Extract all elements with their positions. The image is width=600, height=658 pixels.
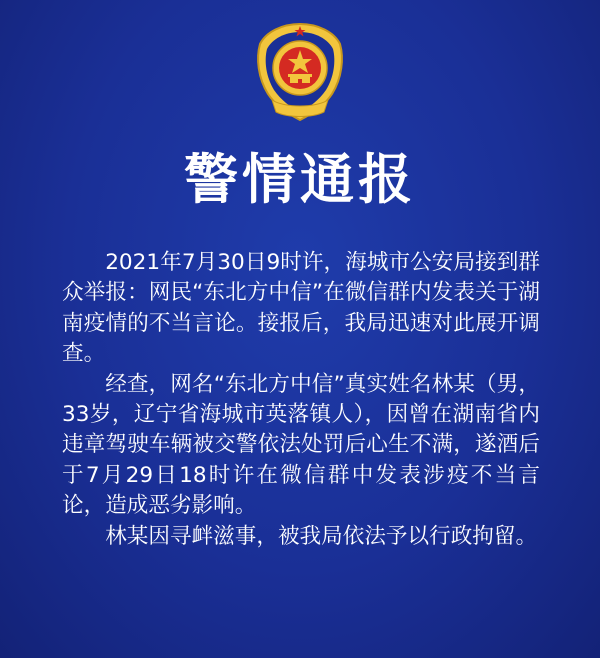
- notice-body: [62, 248, 540, 552]
- notice-title: 警情通报: [184, 148, 416, 211]
- notice-paragraph: 2021年7月30日9时许，海城市公安局接到群众举报：网民“东北方中信”在微信群内发表关于湖南疫情的不当言论。接报后，我局迅速对此展开调查。: [62, 250, 540, 367]
- notice-paragraph: 林某因寻衅滋事，被我局依法予以行政拘留。: [105, 523, 538, 549]
- notice-paragraph: 经查，网名“东北方中信”真实姓名林某（男，33岁，辽宁省海城市英落镇人），因曾在湖南省内违章驾驶车辆被交警依法处罚后心生不满，遂酒后于7月29日18时许在微信群中发表涉疫不当言论，造成恶劣影响。: [62, 371, 540, 519]
- police-emblem-icon: [252, 22, 348, 122]
